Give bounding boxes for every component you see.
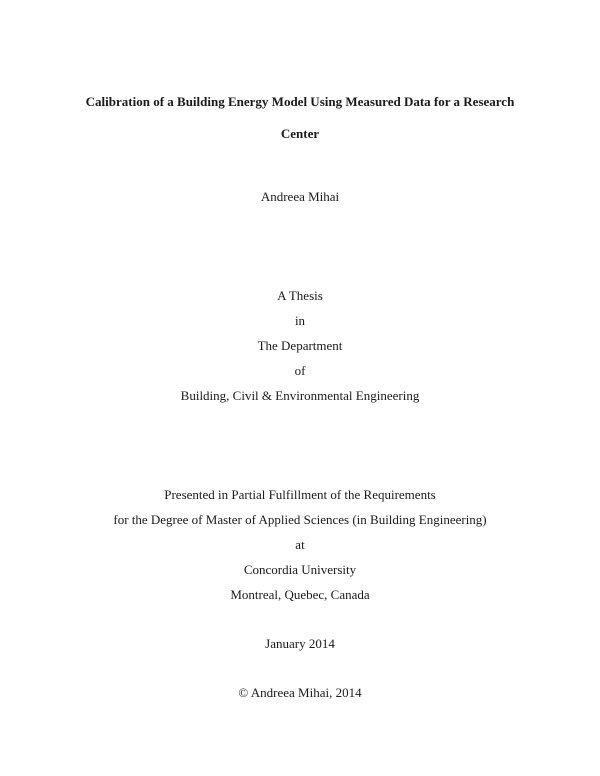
presented-line: Presented in Partial Fulfillment of the Requirements xyxy=(164,487,436,502)
degree-line: for the Degree of Master of Applied Sciences (in Building Engineering) xyxy=(113,512,487,527)
thesis-label: A Thesis xyxy=(277,288,323,303)
department-name: Building, Civil & Environmental Engineering xyxy=(180,388,420,403)
thesis-title-line-1: Calibration of a Building Energy Model Using Measured Data for a Research xyxy=(85,94,515,109)
author-name: Andreea Mihai xyxy=(260,189,340,204)
university-location: Montreal, Quebec, Canada xyxy=(230,587,370,602)
submission-date: January 2014 xyxy=(265,636,335,651)
thesis-title-line-2: Center xyxy=(280,126,320,141)
thesis-department: The Department xyxy=(257,338,343,353)
thesis-in: in xyxy=(294,313,306,328)
thesis-of: of xyxy=(294,363,306,378)
university-name: Concordia University xyxy=(243,562,357,577)
copyright-notice: © Andreea Mihai, 2014 xyxy=(238,685,362,700)
at-line: at xyxy=(295,537,305,552)
